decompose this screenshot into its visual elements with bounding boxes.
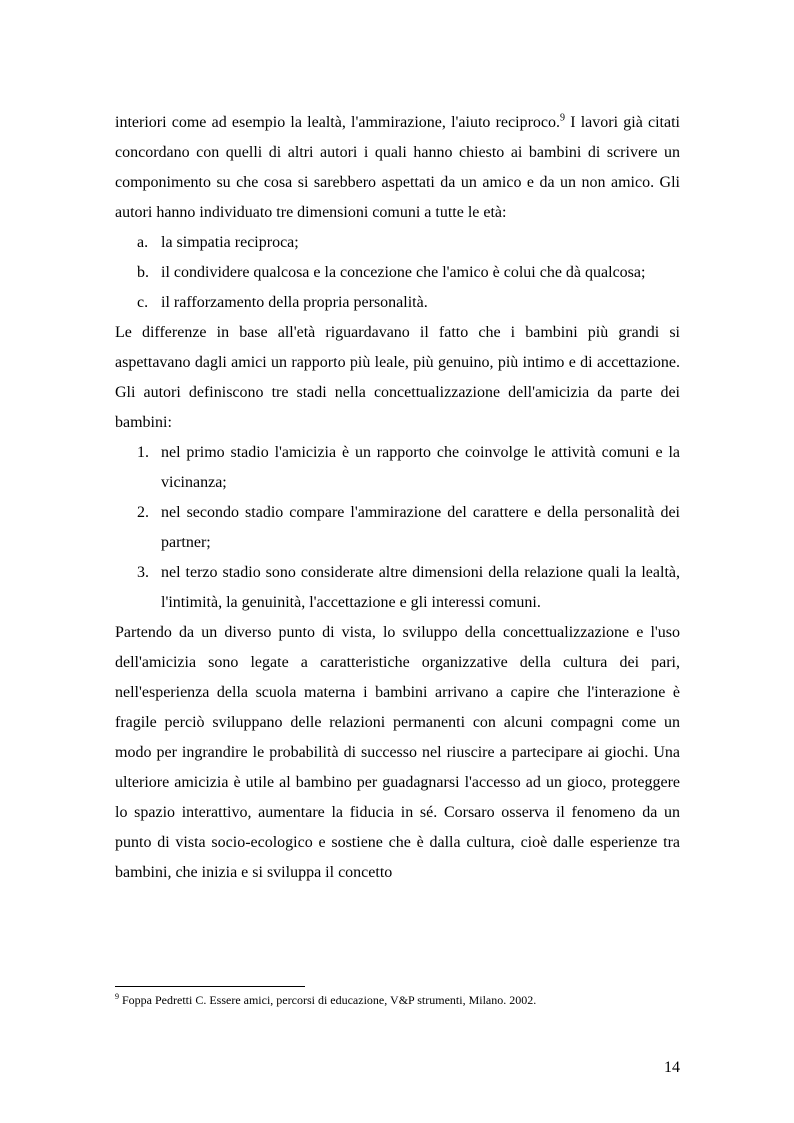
list-item-text: il rafforzamento della propria personalità. (161, 294, 428, 311)
footnote-reference[interactable]: 9 (560, 112, 565, 124)
list-item (115, 438, 680, 498)
list-item-text: il condividere qualcosa e la concezione che l'amico è colui che dà qualcosa; (161, 264, 646, 281)
list-item-text: la simpatia reciproca; (161, 234, 299, 251)
dimensions-list (115, 228, 680, 318)
intro-paragraph (115, 108, 680, 228)
list-item (115, 258, 680, 288)
footnote-number: 9 (115, 992, 119, 1001)
list-item (115, 288, 680, 318)
closing-paragraph: Partendo da un diverso punto di vista, lo sviluppo della concettualizzazione e l'uso dell'amicizia sono legate a caratteristiche organizzative della cultura dei pari, nell'esperienza della scuola materna i bambini arrivano a capire che l'interazione è fragile perciò sviluppano delle relazioni permanenti con alcuni compagni come un modo per ingrandire le probabilità di successo nel riuscire a partecipare ai giochi. Una ulteriore amicizia è utile al bambino per guadagnarsi l'accesso ad un gioco, proteggere lo spazio interattivo, aumentare la fiducia in sé. Corsaro osserva il fenomeno da un punto di vista socio-ecologico e sostiene che è dalla cultura, cioè dalle esperienze tra bambini, che inizia e si sviluppa il concetto (115, 624, 680, 881)
list-item (115, 558, 680, 618)
intro-text-end: I lavori già citati concordano con quelli di altri autori i quali hanno chiesto ai bambini di scrivere un componimento su che cosa si sarebbero aspettati da un amico e da un non amico. Gli autori hanno individuato tre dimensioni comuni a tutte le età: (115, 114, 680, 221)
list-item (115, 498, 680, 558)
page-number: 14 (664, 1059, 680, 1076)
footnote-text: Foppa Pedretti C. Essere amici, percorsi di educazione, V&P strumenti, Milano. 2002. (119, 993, 537, 1007)
list-item-text: nel terzo stadio sono considerate altre dimensioni della relazione quali la lealtà, l'intimità, la genuinità, l'accettazione e gli interessi comuni. (161, 564, 680, 611)
list-marker: b. (137, 264, 149, 281)
list-marker: 1. (137, 444, 149, 461)
list-item (115, 228, 680, 258)
page-body (115, 108, 680, 888)
list-marker: c. (137, 294, 149, 311)
intro-text-start: interiori come ad esempio la lealtà, l'ammirazione, l'aiuto reciproco. (115, 114, 560, 131)
list-item-text: nel secondo stadio compare l'ammirazione del carattere e della personalità dei partner; (161, 504, 680, 551)
footnote (115, 992, 680, 1008)
list-marker: a. (137, 234, 149, 251)
stages-intro-paragraph: Le differenze in base all'età riguardavano il fatto che i bambini più grandi si aspettavano dagli amici un rapporto più leale, più genuino, più intimo e di accettazione. Gli autori definiscono tre stadi nella concettualizzazione dell'amicizia da parte dei bambini: (115, 324, 680, 431)
list-marker: 2. (137, 504, 149, 521)
footnote-divider (115, 986, 305, 987)
stages-list (115, 438, 680, 618)
list-marker: 3. (137, 564, 149, 581)
list-item-text: nel primo stadio l'amicizia è un rapporto che coinvolge le attività comuni e la vicinanza; (161, 444, 680, 491)
